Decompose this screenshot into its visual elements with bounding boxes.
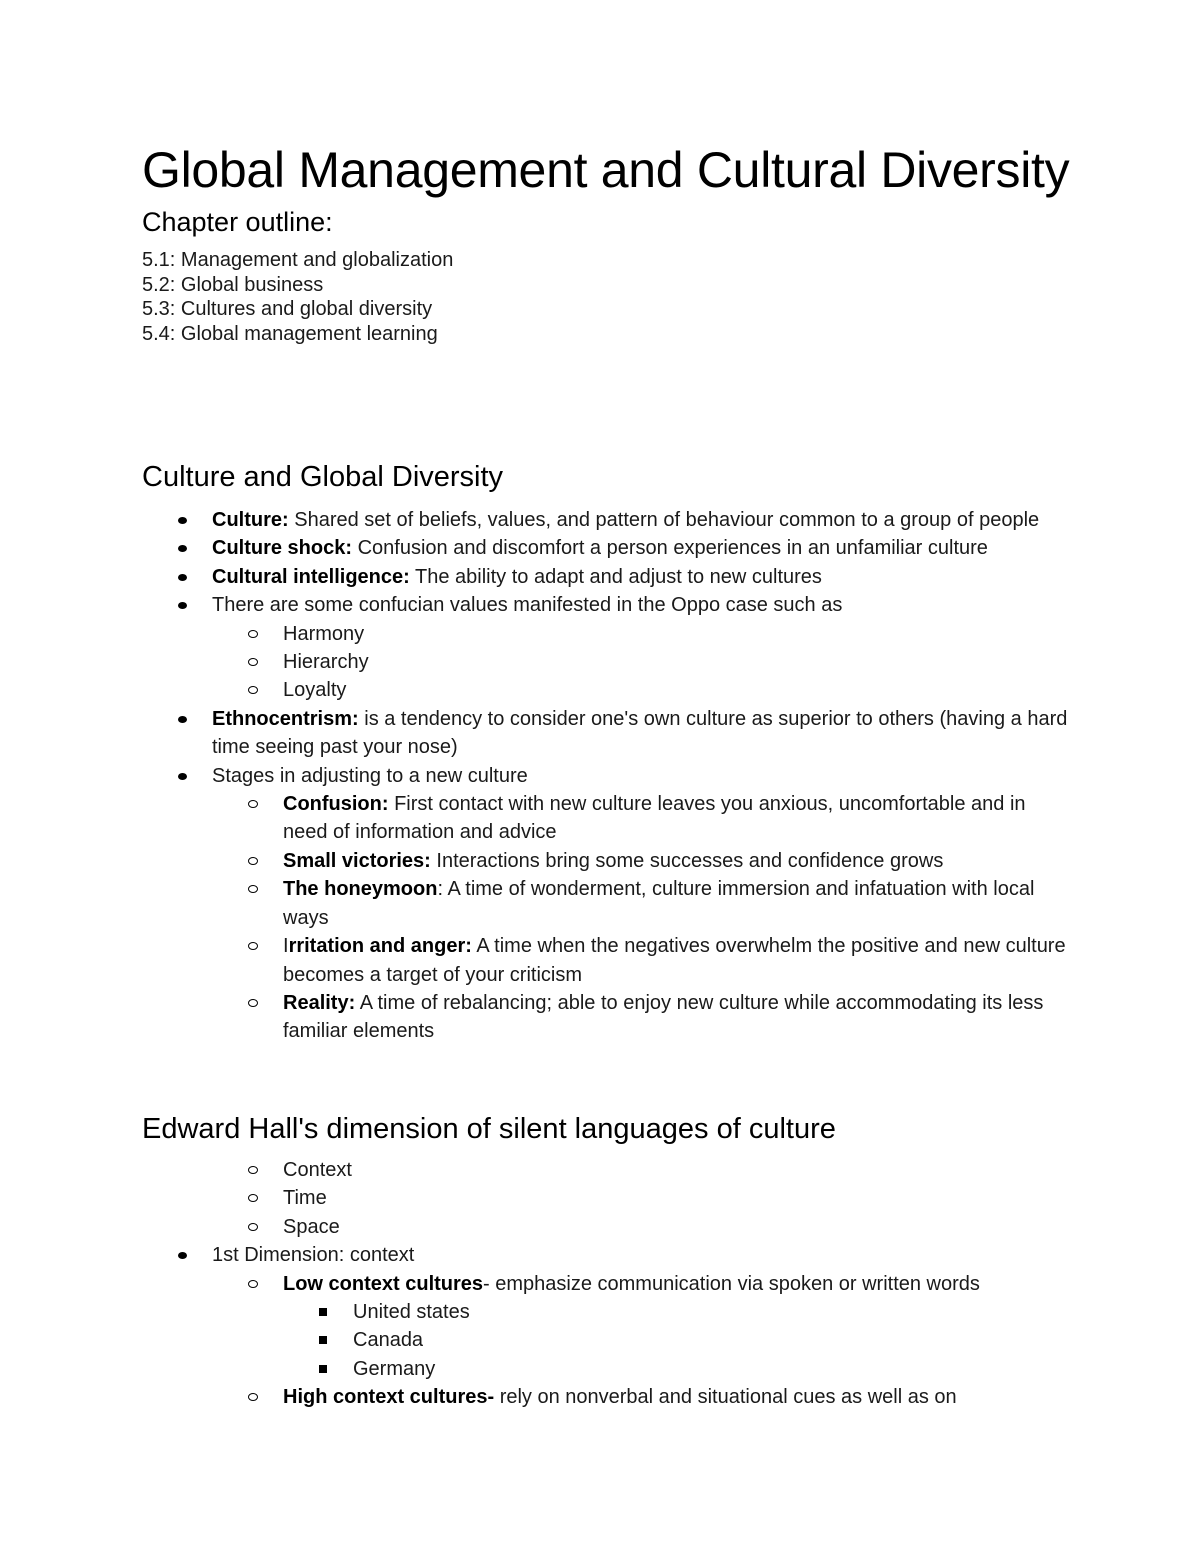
list-text: Harmony <box>283 622 365 645</box>
term: Culture shock: <box>212 537 353 560</box>
definition: Shared set of beliefs, values, and pattern of behaviour common to a group of people <box>288 509 1040 531</box>
list-item <box>142 563 1072 591</box>
definition: A time when the negatives overwhelm the positive and new culture becomes a target of your criticism <box>283 935 1066 986</box>
hollow-bullet-icon <box>248 1280 258 1288</box>
list-item <box>142 705 1072 762</box>
list-item <box>142 1383 1072 1411</box>
outline-item: 5.4: Global management learning <box>142 322 438 345</box>
hollow-bullet-icon <box>248 658 258 666</box>
hollow-bullet-icon <box>248 942 258 950</box>
term: Cultural intelligence: <box>212 565 410 588</box>
bullet-icon <box>178 602 187 609</box>
list-text: There are some confucian values manifested in the Oppo case such as <box>212 594 843 617</box>
list-item <box>142 875 1072 932</box>
term: The honeymoon <box>283 878 438 901</box>
chapter-outline-heading: Chapter outline: <box>142 207 333 237</box>
square-bullet-icon <box>319 1336 327 1344</box>
hollow-bullet-icon <box>248 1223 258 1231</box>
hollow-bullet-icon <box>248 999 258 1007</box>
outline-item: 5.2: Global business <box>142 273 324 296</box>
chapter-outline <box>142 248 1072 346</box>
document-page <box>142 140 1072 1409</box>
outline-item: 5.3: Cultures and global diversity <box>142 298 433 320</box>
list-item <box>142 591 1072 619</box>
list-item <box>142 1156 1072 1184</box>
culture-list <box>142 506 1072 1046</box>
list-item <box>142 506 1072 534</box>
hall-list <box>142 1156 1072 1412</box>
section-heading-culture: Culture and Global Diversity <box>142 461 504 493</box>
term: Low context cultures <box>283 1272 484 1295</box>
list-item <box>142 989 1072 1046</box>
list-text: 1st Dimension: context <box>212 1244 415 1267</box>
definition: First contact with new culture leaves you anxious, uncomfortable and in need of information and advice <box>283 793 1026 844</box>
list-text: Context <box>283 1159 352 1181</box>
square-bullet-icon <box>319 1365 327 1373</box>
list-item <box>142 620 1072 648</box>
list-item <box>142 1184 1072 1212</box>
hollow-bullet-icon <box>248 630 258 638</box>
list-item <box>142 1298 1072 1326</box>
bullet-icon <box>178 545 187 552</box>
bullet-icon <box>178 773 187 780</box>
list-item <box>142 1213 1072 1241</box>
list-item <box>142 932 1072 989</box>
term: Confusion: <box>283 793 389 816</box>
term: Ethnocentrism: <box>212 707 359 730</box>
definition: The ability to adapt and adjust to new cultures <box>409 565 822 588</box>
hollow-bullet-icon <box>248 800 258 808</box>
document-title: Global Management and Cultural Diversity <box>142 142 1070 198</box>
hollow-bullet-icon <box>248 1393 258 1401</box>
hollow-bullet-icon <box>248 1166 258 1174</box>
term: rritation and anger: <box>288 935 472 958</box>
definition: is a tendency to consider one's own culture as superior to others (having a hard time seeing past your nose) <box>212 707 1068 759</box>
term: High context cultures- <box>283 1386 495 1409</box>
list-item <box>142 790 1072 847</box>
list-item <box>142 534 1072 562</box>
list-text: Loyalty <box>283 679 347 702</box>
term: Reality: <box>283 991 356 1014</box>
term-lead: I <box>283 935 289 958</box>
definition: A time of rebalancing; able to enjoy new culture while accommodating its less familiar elements <box>283 991 1044 1043</box>
list-item <box>142 648 1072 676</box>
outline-item: 5.1: Management and globalization <box>142 249 454 271</box>
definition: Interactions bring some successes and confidence grows <box>430 849 944 872</box>
hollow-bullet-icon <box>248 857 258 865</box>
list-item <box>142 676 1072 704</box>
hollow-bullet-icon <box>248 686 258 694</box>
list-text: United states <box>353 1301 470 1324</box>
section-heading-hall: Edward Hall's dimension of silent languages of culture <box>142 1113 836 1145</box>
list-item <box>142 847 1072 875</box>
definition: Confusion and discomfort a person experiences in an unfamiliar culture <box>352 537 988 560</box>
list-item <box>142 1355 1072 1383</box>
list-item <box>142 1241 1072 1269</box>
bullet-icon <box>178 716 187 723</box>
list-text: Canada <box>353 1329 424 1352</box>
term: Culture: <box>212 509 289 531</box>
bullet-icon <box>178 574 187 581</box>
hollow-bullet-icon <box>248 885 258 893</box>
bullet-icon <box>178 517 187 524</box>
bullet-icon <box>178 1252 187 1259</box>
square-bullet-icon <box>319 1308 327 1316</box>
list-item <box>142 1270 1072 1298</box>
list-item <box>142 762 1072 790</box>
list-text: Time <box>283 1187 327 1210</box>
definition: - emphasize communication via spoken or written words <box>483 1272 980 1295</box>
list-text: Hierarchy <box>283 651 369 674</box>
term: Small victories: <box>283 849 431 872</box>
list-text: Space <box>283 1215 340 1238</box>
list-text: Germany <box>353 1357 436 1380</box>
list-item <box>142 1326 1072 1354</box>
list-text: Stages in adjusting to a new culture <box>212 764 528 787</box>
definition: : A time of wonderment, culture immersion and infatuation with local ways <box>283 878 1035 929</box>
hollow-bullet-icon <box>248 1194 258 1202</box>
definition: rely on nonverbal and situational cues as well as on <box>494 1386 957 1409</box>
